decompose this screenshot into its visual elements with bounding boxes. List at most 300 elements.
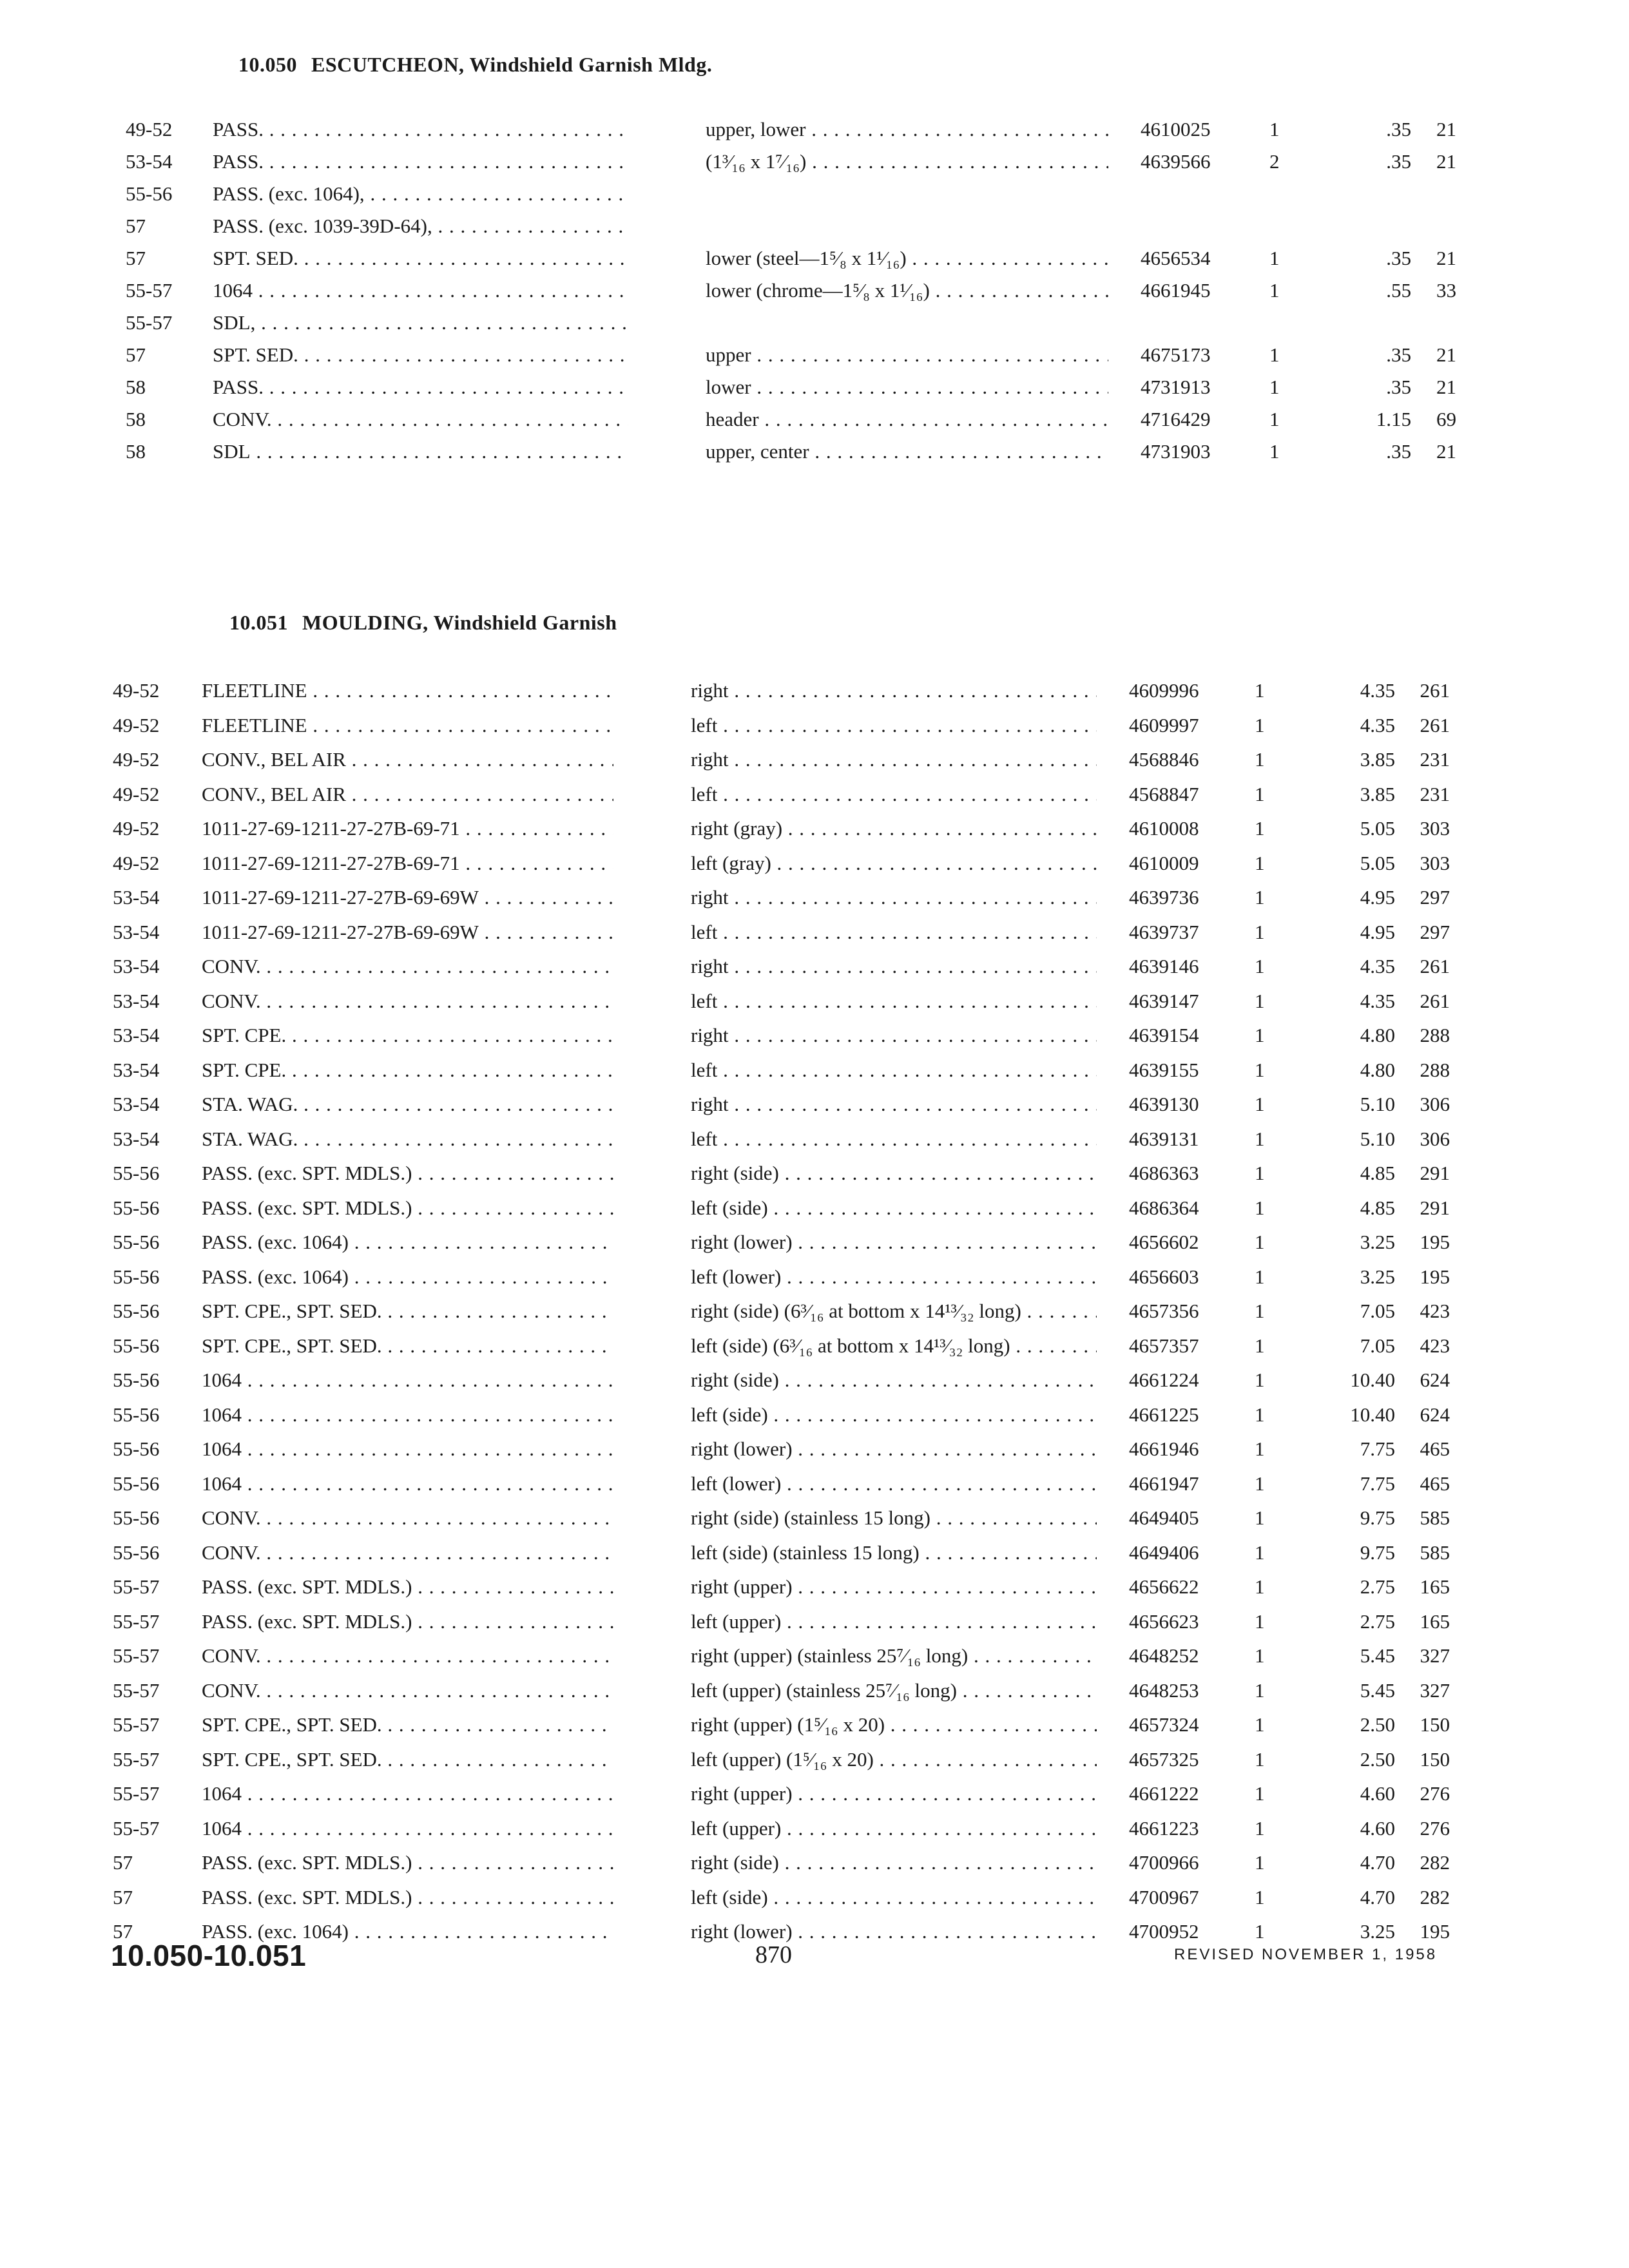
footer-section-range: 10.050-10.051 bbox=[111, 1939, 307, 1972]
code-cell: 306 bbox=[1420, 1093, 1450, 1115]
code-cell: 423 bbox=[1420, 1300, 1450, 1322]
year-cell: 57 bbox=[126, 343, 146, 366]
code-cell: 465 bbox=[1420, 1472, 1450, 1495]
part-number-cell: 4610009 bbox=[1129, 851, 1199, 874]
description-cell: right (side) . . . bbox=[691, 1364, 1097, 1396]
model-cell: 1064 . . . bbox=[202, 1778, 613, 1810]
part-number-cell: 4639131 bbox=[1129, 1127, 1199, 1150]
model-cell: CONV., BEL AIR . . . bbox=[202, 744, 613, 776]
price-cell: 3.25 bbox=[1360, 1265, 1395, 1288]
quantity-cell: 1 bbox=[1255, 1369, 1265, 1391]
code-cell: 303 bbox=[1420, 851, 1450, 874]
table-row bbox=[0, 1192, 1629, 1224]
model-cell: PASS. (exc. SPT. MDLS.) . . . bbox=[202, 1847, 613, 1879]
price-cell: 4.85 bbox=[1360, 1162, 1395, 1184]
part-number-cell: 4700967 bbox=[1129, 1885, 1199, 1908]
model-cell: CONV. . . . bbox=[202, 985, 613, 1017]
code-cell: 21 bbox=[1436, 376, 1456, 398]
model-cell: SPT. CPE. . . . bbox=[202, 1054, 613, 1086]
year-cell: 53-54 bbox=[113, 1058, 160, 1081]
code-cell: 297 bbox=[1420, 920, 1450, 943]
description-cell: lower . . . bbox=[706, 371, 1108, 403]
model-cell: 1064 . . . bbox=[213, 274, 628, 307]
price-cell: 5.10 bbox=[1360, 1093, 1395, 1115]
year-cell: 55-56 bbox=[113, 1334, 160, 1357]
part-number-cell: 4731903 bbox=[1141, 440, 1211, 463]
table-row bbox=[0, 274, 1629, 307]
year-cell: 57 bbox=[113, 1851, 133, 1874]
model-cell: 1064 . . . bbox=[202, 1812, 613, 1845]
model-cell: PASS. (exc. 1064) . . . bbox=[202, 1916, 613, 1948]
quantity-cell: 1 bbox=[1255, 1300, 1265, 1322]
table-row bbox=[0, 1054, 1629, 1086]
year-cell: 55-56 bbox=[113, 1506, 160, 1529]
code-cell: 261 bbox=[1420, 713, 1450, 736]
table-row bbox=[0, 1157, 1629, 1189]
table-row bbox=[0, 436, 1629, 468]
table-row bbox=[0, 307, 1629, 339]
part-number-cell: 4657325 bbox=[1129, 1747, 1199, 1771]
code-cell: 303 bbox=[1420, 817, 1450, 840]
description-cell: right (side) . . . bbox=[691, 1847, 1097, 1879]
year-cell: 55-57 bbox=[113, 1782, 160, 1805]
section-title-10-051 bbox=[229, 611, 617, 635]
price-cell: 3.25 bbox=[1360, 1920, 1395, 1943]
table-row bbox=[0, 1123, 1629, 1155]
model-cell: SPT. CPE., SPT. SED. . . . bbox=[202, 1330, 613, 1362]
price-cell: .55 bbox=[1386, 279, 1411, 302]
table-row bbox=[0, 1019, 1629, 1052]
code-cell: 21 bbox=[1436, 150, 1456, 173]
price-cell: 7.75 bbox=[1360, 1437, 1395, 1460]
code-cell: 327 bbox=[1420, 1678, 1450, 1702]
description-cell: left (side) . . . bbox=[691, 1399, 1097, 1431]
price-cell: 10.40 bbox=[1350, 1369, 1395, 1391]
table-row bbox=[0, 1364, 1629, 1396]
year-cell: 57 bbox=[113, 1885, 133, 1908]
part-number-cell: 4716429 bbox=[1141, 408, 1211, 430]
part-number-cell: 4661947 bbox=[1129, 1472, 1199, 1495]
model-cell: PASS. (exc. SPT. MDLS.) . . . bbox=[202, 1192, 613, 1224]
code-cell: 195 bbox=[1420, 1920, 1450, 1943]
code-cell: 585 bbox=[1420, 1506, 1450, 1529]
description-cell: right . . . bbox=[691, 1088, 1097, 1120]
part-number-cell: 4639146 bbox=[1129, 955, 1199, 977]
table-row bbox=[0, 371, 1629, 403]
table-row bbox=[0, 1226, 1629, 1258]
code-cell: 150 bbox=[1420, 1747, 1450, 1771]
footer-revised-date: REVISED NOVEMBER 1, 1958 bbox=[1174, 1946, 1438, 1963]
year-cell: 53-54 bbox=[113, 886, 160, 908]
year-cell: 58 bbox=[126, 376, 146, 398]
code-cell: 21 bbox=[1436, 343, 1456, 366]
price-cell: 3.85 bbox=[1360, 782, 1395, 805]
quantity-cell: 1 bbox=[1269, 376, 1280, 398]
description-cell: right (upper) . . . bbox=[691, 1571, 1097, 1603]
quantity-cell: 1 bbox=[1255, 1851, 1265, 1874]
part-number-cell: 4657356 bbox=[1129, 1300, 1199, 1322]
model-cell: SPT. CPE. . . . bbox=[202, 1019, 613, 1052]
price-cell: 5.45 bbox=[1360, 1678, 1395, 1702]
price-cell: 5.05 bbox=[1360, 851, 1395, 874]
year-cell: 55-56 bbox=[113, 1300, 160, 1322]
description-cell: left . . . bbox=[691, 778, 1097, 811]
model-cell: SPT. CPE., SPT. SED. . . . bbox=[202, 1744, 613, 1776]
quantity-cell: 1 bbox=[1255, 1747, 1265, 1771]
year-cell: 53-54 bbox=[126, 150, 173, 173]
description-cell: left . . . bbox=[691, 1054, 1097, 1086]
price-cell: 2.50 bbox=[1360, 1747, 1395, 1771]
model-cell: CONV. . . . bbox=[202, 1502, 613, 1534]
quantity-cell: 1 bbox=[1255, 1678, 1265, 1702]
table-row bbox=[0, 1675, 1629, 1707]
description-cell: right (upper) (stainless 25⁷⁄₁₆ long) . . . bbox=[691, 1640, 1097, 1672]
part-number-cell: 4568846 bbox=[1129, 748, 1199, 771]
part-number-cell: 4639154 bbox=[1129, 1024, 1199, 1046]
table-row bbox=[0, 146, 1629, 178]
table-row bbox=[0, 339, 1629, 371]
year-cell: 53-54 bbox=[113, 1093, 160, 1115]
part-number-cell: 4675173 bbox=[1141, 343, 1211, 366]
quantity-cell: 1 bbox=[1255, 1644, 1265, 1667]
part-number-cell: 4700966 bbox=[1129, 1851, 1199, 1874]
price-cell: 4.70 bbox=[1360, 1851, 1395, 1874]
model-cell: CONV., BEL AIR . . . bbox=[202, 778, 613, 811]
code-cell: 288 bbox=[1420, 1024, 1450, 1046]
year-cell: 55-56 bbox=[113, 1265, 160, 1288]
part-number-cell: 4686363 bbox=[1129, 1162, 1199, 1184]
description-cell: left . . . bbox=[691, 916, 1097, 948]
table-row bbox=[0, 1433, 1629, 1465]
table-row bbox=[0, 1812, 1629, 1845]
quantity-cell: 1 bbox=[1255, 1058, 1265, 1081]
year-cell: 53-54 bbox=[113, 955, 160, 977]
description-cell: right . . . bbox=[691, 1019, 1097, 1052]
year-cell: 53-54 bbox=[113, 920, 160, 943]
table-row bbox=[0, 1640, 1629, 1672]
model-cell: CONV. . . . bbox=[202, 950, 613, 983]
model-cell: PASS. (exc. 1039-39D-64), . . . bbox=[213, 210, 628, 242]
quantity-cell: 1 bbox=[1255, 1472, 1265, 1495]
quantity-cell: 1 bbox=[1255, 1782, 1265, 1805]
code-cell: 165 bbox=[1420, 1575, 1450, 1598]
description-cell: upper, center . . . bbox=[706, 436, 1108, 468]
quantity-cell: 1 bbox=[1255, 851, 1265, 874]
part-number-cell: 4656602 bbox=[1129, 1231, 1199, 1253]
price-cell: 3.25 bbox=[1360, 1231, 1395, 1253]
description-cell: left (gray) . . . bbox=[691, 847, 1097, 879]
year-cell: 55-57 bbox=[113, 1644, 160, 1667]
model-cell: SPT. CPE., SPT. SED. . . . bbox=[202, 1709, 613, 1741]
year-cell: 55-57 bbox=[113, 1678, 160, 1702]
description-cell: left (upper) (1⁵⁄₁₆ x 20) . . . bbox=[691, 1744, 1097, 1776]
quantity-cell: 1 bbox=[1255, 1885, 1265, 1908]
code-cell: 261 bbox=[1420, 679, 1450, 702]
section-number: 10.051 bbox=[229, 611, 288, 634]
price-cell: 4.80 bbox=[1360, 1058, 1395, 1081]
table-row bbox=[0, 1399, 1629, 1431]
description-cell: right (lower) . . . bbox=[691, 1916, 1097, 1948]
table-row bbox=[0, 1502, 1629, 1534]
part-number-cell: 4639130 bbox=[1129, 1093, 1199, 1115]
year-cell: 53-54 bbox=[113, 1127, 160, 1150]
description-cell: left (upper) . . . bbox=[691, 1812, 1097, 1845]
quantity-cell: 1 bbox=[1255, 713, 1265, 736]
section-heading: ESCUTCHEON, Windshield Garnish Mldg. bbox=[311, 53, 713, 76]
model-cell: PASS. . . . bbox=[213, 113, 628, 146]
year-cell: 55-56 bbox=[113, 1541, 160, 1564]
code-cell: 288 bbox=[1420, 1058, 1450, 1081]
code-cell: 276 bbox=[1420, 1816, 1450, 1840]
model-cell: 1011-27-69-1211-27-27B-69-71 . . . bbox=[202, 847, 613, 879]
model-cell: SPT. SED. . . . bbox=[213, 339, 628, 371]
quantity-cell: 1 bbox=[1255, 782, 1265, 805]
table-row bbox=[0, 675, 1629, 707]
table-row bbox=[0, 1744, 1629, 1776]
code-cell: 231 bbox=[1420, 748, 1450, 771]
part-number-cell: 4609996 bbox=[1129, 679, 1199, 702]
model-cell: SDL, . . . bbox=[213, 307, 628, 339]
description-cell: (1³⁄₁₆ x 1⁷⁄₁₆) . . . bbox=[706, 146, 1108, 178]
code-cell: 276 bbox=[1420, 1782, 1450, 1805]
model-cell: 1064 . . . bbox=[202, 1468, 613, 1500]
description-cell: left . . . bbox=[691, 709, 1097, 742]
year-cell: 55-56 bbox=[113, 1472, 160, 1495]
description-cell: left (side) . . . bbox=[691, 1881, 1097, 1914]
price-cell: 4.80 bbox=[1360, 1024, 1395, 1046]
part-number-cell: 4639566 bbox=[1141, 150, 1211, 173]
table-row bbox=[0, 1088, 1629, 1120]
table-row bbox=[0, 812, 1629, 845]
quantity-cell: 1 bbox=[1255, 1403, 1265, 1426]
description-cell: right . . . bbox=[691, 675, 1097, 707]
model-cell: 1064 . . . bbox=[202, 1433, 613, 1465]
description-cell: left . . . bbox=[691, 1123, 1097, 1155]
description-cell: right (upper) . . . bbox=[691, 1778, 1097, 1810]
table-row bbox=[0, 1709, 1629, 1741]
price-cell: 5.05 bbox=[1360, 817, 1395, 840]
model-cell: STA. WAG. . . . bbox=[202, 1123, 613, 1155]
part-number-cell: 4610025 bbox=[1141, 118, 1211, 140]
model-cell: FLEETLINE . . . bbox=[202, 709, 613, 742]
part-number-cell: 4648253 bbox=[1129, 1678, 1199, 1702]
code-cell: 21 bbox=[1436, 247, 1456, 269]
quantity-cell: 1 bbox=[1255, 1196, 1265, 1219]
price-cell: 2.50 bbox=[1360, 1713, 1395, 1736]
part-number-cell: 4657324 bbox=[1129, 1713, 1199, 1736]
price-cell: .35 bbox=[1386, 376, 1411, 398]
part-number-cell: 4656623 bbox=[1129, 1610, 1199, 1633]
model-cell: SDL . . . bbox=[213, 436, 628, 468]
description-cell: upper, lower . . . bbox=[706, 113, 1108, 146]
model-cell: 1064 . . . bbox=[202, 1364, 613, 1396]
year-cell: 55-57 bbox=[113, 1610, 160, 1633]
part-number-cell: 4661222 bbox=[1129, 1782, 1199, 1805]
price-cell: 2.75 bbox=[1360, 1575, 1395, 1598]
table-row bbox=[0, 950, 1629, 983]
year-cell: 58 bbox=[126, 440, 146, 463]
year-cell: 53-54 bbox=[113, 1024, 160, 1046]
model-cell: CONV. . . . bbox=[213, 403, 628, 436]
table-row bbox=[0, 1295, 1629, 1327]
year-cell: 55-57 bbox=[113, 1747, 160, 1771]
code-cell: 624 bbox=[1420, 1369, 1450, 1391]
code-cell: 69 bbox=[1436, 408, 1456, 430]
price-cell: 2.75 bbox=[1360, 1610, 1395, 1633]
description-cell: right (side) (stainless 15 long) . . . bbox=[691, 1502, 1097, 1534]
description-cell: right (lower) . . . bbox=[691, 1433, 1097, 1465]
quantity-cell: 1 bbox=[1269, 343, 1280, 366]
quantity-cell: 1 bbox=[1255, 1816, 1265, 1840]
table-row bbox=[0, 403, 1629, 436]
model-cell: CONV. . . . bbox=[202, 1640, 613, 1672]
price-cell: 4.35 bbox=[1360, 713, 1395, 736]
quantity-cell: 1 bbox=[1255, 1231, 1265, 1253]
price-cell: 4.70 bbox=[1360, 1885, 1395, 1908]
price-cell: 9.75 bbox=[1360, 1506, 1395, 1529]
quantity-cell: 1 bbox=[1255, 1610, 1265, 1633]
model-cell: SPT. SED. . . . bbox=[213, 242, 628, 274]
description-cell: right (lower) . . . bbox=[691, 1226, 1097, 1258]
quantity-cell: 1 bbox=[1255, 1334, 1265, 1357]
description-cell: left (side) (stainless 15 long) . . . bbox=[691, 1537, 1097, 1569]
price-cell: 4.95 bbox=[1360, 920, 1395, 943]
part-number-cell: 4609997 bbox=[1129, 713, 1199, 736]
price-cell: 7.05 bbox=[1360, 1334, 1395, 1357]
year-cell: 49-52 bbox=[113, 679, 160, 702]
quantity-cell: 1 bbox=[1255, 955, 1265, 977]
model-cell: STA. WAG. . . . bbox=[202, 1088, 613, 1120]
part-number-cell: 4639736 bbox=[1129, 886, 1199, 908]
part-number-cell: 4648252 bbox=[1129, 1644, 1199, 1667]
quantity-cell: 1 bbox=[1269, 247, 1280, 269]
year-cell: 57 bbox=[126, 215, 146, 237]
code-cell: 261 bbox=[1420, 955, 1450, 977]
price-cell: .35 bbox=[1386, 118, 1411, 140]
price-cell: 5.10 bbox=[1360, 1127, 1395, 1150]
model-cell: PASS. (exc. 1064), . . . bbox=[213, 178, 628, 210]
price-cell: .35 bbox=[1386, 440, 1411, 463]
year-cell: 49-52 bbox=[113, 713, 160, 736]
quantity-cell: 1 bbox=[1255, 886, 1265, 908]
code-cell: 195 bbox=[1420, 1265, 1450, 1288]
quantity-cell: 1 bbox=[1255, 989, 1265, 1012]
model-cell: 1064 . . . bbox=[202, 1399, 613, 1431]
description-cell: right (side) (6³⁄₁₆ at bottom x 14¹³⁄₃₂ long) . . . bbox=[691, 1295, 1097, 1327]
description-cell: right (side) . . . bbox=[691, 1157, 1097, 1189]
price-cell: 4.95 bbox=[1360, 886, 1395, 908]
code-cell: 33 bbox=[1436, 279, 1456, 302]
description-cell: left (lower) . . . bbox=[691, 1468, 1097, 1500]
code-cell: 297 bbox=[1420, 886, 1450, 908]
model-cell: PASS. (exc. SPT. MDLS.) . . . bbox=[202, 1606, 613, 1638]
price-cell: 4.35 bbox=[1360, 989, 1395, 1012]
quantity-cell: 1 bbox=[1269, 279, 1280, 302]
model-cell: PASS. . . . bbox=[213, 146, 628, 178]
quantity-cell: 1 bbox=[1255, 1920, 1265, 1943]
quantity-cell: 1 bbox=[1255, 1024, 1265, 1046]
description-cell: right . . . bbox=[691, 744, 1097, 776]
quantity-cell: 1 bbox=[1255, 1506, 1265, 1529]
model-cell: PASS. (exc. SPT. MDLS.) . . . bbox=[202, 1571, 613, 1603]
price-cell: .35 bbox=[1386, 343, 1411, 366]
table-row bbox=[0, 778, 1629, 811]
part-number-cell: 4649405 bbox=[1129, 1506, 1199, 1529]
price-cell: 7.75 bbox=[1360, 1472, 1395, 1495]
quantity-cell: 1 bbox=[1255, 1093, 1265, 1115]
part-number-cell: 4656603 bbox=[1129, 1265, 1199, 1288]
table-row bbox=[0, 985, 1629, 1017]
model-cell: PASS. . . . bbox=[213, 371, 628, 403]
part-number-cell: 4656622 bbox=[1129, 1575, 1199, 1598]
table-row bbox=[0, 1468, 1629, 1500]
model-cell: PASS. (exc. SPT. MDLS.) . . . bbox=[202, 1157, 613, 1189]
year-cell: 49-52 bbox=[113, 748, 160, 771]
part-number-cell: 4657357 bbox=[1129, 1334, 1199, 1357]
price-cell: .35 bbox=[1386, 247, 1411, 269]
year-cell: 55-56 bbox=[113, 1437, 160, 1460]
quantity-cell: 1 bbox=[1255, 817, 1265, 840]
code-cell: 291 bbox=[1420, 1162, 1450, 1184]
quantity-cell: 1 bbox=[1255, 1437, 1265, 1460]
code-cell: 231 bbox=[1420, 782, 1450, 805]
model-cell: CONV. . . . bbox=[202, 1537, 613, 1569]
table-row bbox=[0, 242, 1629, 274]
quantity-cell: 1 bbox=[1255, 920, 1265, 943]
year-cell: 57 bbox=[113, 1920, 133, 1943]
quantity-cell: 1 bbox=[1269, 118, 1280, 140]
year-cell: 49-52 bbox=[126, 118, 173, 140]
price-cell: 3.85 bbox=[1360, 748, 1395, 771]
code-cell: 306 bbox=[1420, 1127, 1450, 1150]
table-row bbox=[0, 1881, 1629, 1914]
description-cell: lower (chrome—1⁵⁄₈ x 1¹⁄₁₆) . . . bbox=[706, 274, 1108, 307]
part-number-cell: 4700952 bbox=[1129, 1920, 1199, 1943]
price-cell: 4.60 bbox=[1360, 1782, 1395, 1805]
description-cell: right (upper) (1⁵⁄₁₆ x 20) . . . bbox=[691, 1709, 1097, 1741]
model-cell: 1011-27-69-1211-27-27B-69-69W . . . bbox=[202, 881, 613, 914]
price-cell: 4.35 bbox=[1360, 955, 1395, 977]
description-cell: left (lower) . . . bbox=[691, 1261, 1097, 1293]
year-cell: 55-56 bbox=[113, 1403, 160, 1426]
price-cell: 4.85 bbox=[1360, 1196, 1395, 1219]
description-cell: left (side) . . . bbox=[691, 1192, 1097, 1224]
year-cell: 55-57 bbox=[113, 1713, 160, 1736]
section-number: 10.050 bbox=[238, 53, 297, 76]
price-cell: 7.05 bbox=[1360, 1300, 1395, 1322]
description-cell: right (gray) . . . bbox=[691, 812, 1097, 845]
table-row bbox=[0, 1606, 1629, 1638]
year-cell: 55-56 bbox=[113, 1162, 160, 1184]
year-cell: 55-57 bbox=[126, 311, 173, 334]
price-cell: 5.45 bbox=[1360, 1644, 1395, 1667]
part-number-cell: 4661945 bbox=[1141, 279, 1211, 302]
quantity-cell: 1 bbox=[1255, 1127, 1265, 1150]
table-row bbox=[0, 1778, 1629, 1810]
part-number-cell: 4661223 bbox=[1129, 1816, 1199, 1840]
model-cell: PASS. (exc. SPT. MDLS.) . . . bbox=[202, 1881, 613, 1914]
description-cell: right . . . bbox=[691, 950, 1097, 983]
description-cell: left . . . bbox=[691, 985, 1097, 1017]
table-row bbox=[0, 1571, 1629, 1603]
section-title-10-050 bbox=[238, 53, 712, 77]
quantity-cell: 1 bbox=[1269, 440, 1280, 463]
year-cell: 55-56 bbox=[113, 1196, 160, 1219]
price-cell: 10.40 bbox=[1350, 1403, 1395, 1426]
code-cell: 624 bbox=[1420, 1403, 1450, 1426]
part-number-cell: 4661946 bbox=[1129, 1437, 1199, 1460]
description-cell: lower (steel—1⁵⁄₈ x 1¹⁄₁₆) . . . bbox=[706, 242, 1108, 274]
